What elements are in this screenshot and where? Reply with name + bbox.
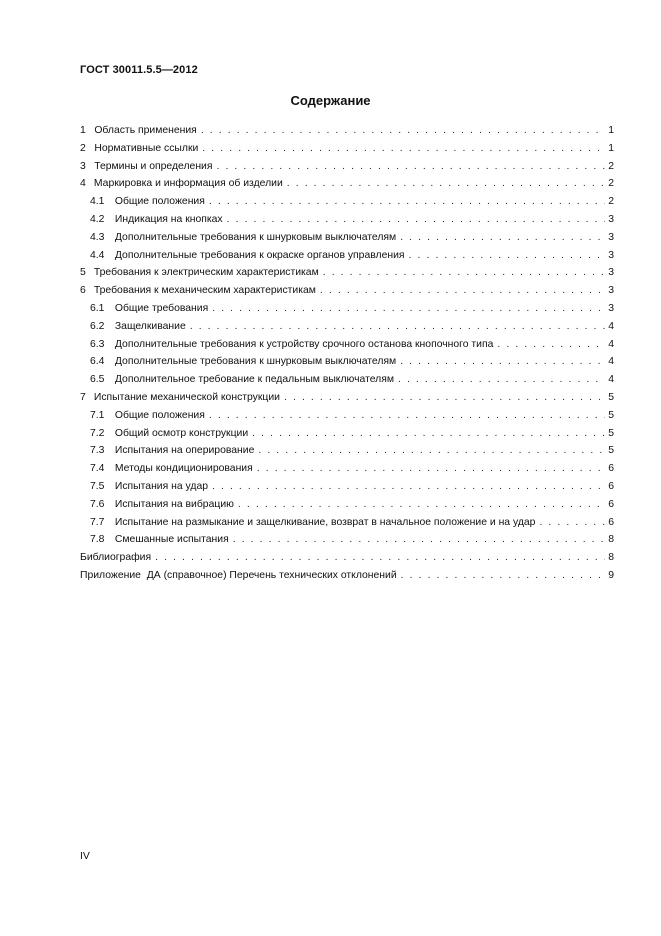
toc-entry[interactable] <box>80 193 614 211</box>
toc-entry-label: Общие положения <box>114 409 205 421</box>
toc-entry-number: 6.4 <box>90 356 105 368</box>
toc-leader-dots <box>209 407 605 425</box>
toc-leader-dots <box>400 353 605 371</box>
toc-entry-page: 6 <box>608 498 614 510</box>
toc-entry-page: 5 <box>608 391 614 403</box>
toc-entry-label: Термины и определения <box>94 160 213 172</box>
toc-entry[interactable] <box>80 407 614 425</box>
page-number: IV <box>80 851 90 862</box>
toc-entry-page: 8 <box>608 534 614 546</box>
toc-entry-page: 6 <box>608 463 614 475</box>
table-of-contents <box>80 122 614 585</box>
toc-entry-page: 3 <box>608 231 614 243</box>
toc-entry-number: 7 <box>80 391 86 403</box>
toc-entry[interactable] <box>80 175 614 193</box>
toc-leader-dots <box>252 425 605 443</box>
document-code: ГОСТ 30011.5.5—2012 <box>80 64 198 76</box>
toc-entry-label: Дополнительные требования к устройству срочного останова кнопочного типа <box>114 338 494 350</box>
toc-entry[interactable] <box>80 460 614 478</box>
toc-entry-number: 6.3 <box>90 338 105 350</box>
toc-leader-dots <box>258 442 605 460</box>
toc-entry-label: Дополнительные требования к окраске органов управления <box>114 249 405 261</box>
toc-entry-page: 1 <box>608 142 614 154</box>
toc-leader-dots <box>400 229 605 247</box>
toc-leader-dots <box>227 211 606 229</box>
toc-entry-number: 4.3 <box>90 231 105 243</box>
toc-entry-label: Требования к электрическим характеристикам <box>93 267 319 279</box>
toc-entry-label: Нормативные ссылки <box>94 142 199 154</box>
toc-leader-dots <box>155 549 605 567</box>
toc-leader-dots <box>539 514 605 532</box>
toc-entry-label: Испытание механической конструкции <box>93 391 280 403</box>
toc-leader-dots <box>212 478 605 496</box>
toc-entry-number: 4.2 <box>90 213 105 225</box>
toc-entry-number: 7.4 <box>90 463 105 475</box>
toc-entry[interactable] <box>80 122 614 140</box>
toc-entry-number: 1 <box>80 125 86 136</box>
toc-entry-label: Библиография <box>80 552 152 564</box>
toc-entry[interactable] <box>80 353 614 371</box>
toc-leader-dots <box>212 300 605 318</box>
toc-entry-page: 4 <box>608 320 614 332</box>
toc-entry-page: 6 <box>608 480 614 492</box>
toc-entry-number: 7.7 <box>90 516 105 528</box>
toc-entry-page: 3 <box>608 285 614 297</box>
toc-entry-label: Смешанные испытания <box>114 534 229 546</box>
toc-title: Содержание <box>290 93 371 108</box>
toc-entry[interactable] <box>80 549 614 567</box>
toc-entry[interactable] <box>80 442 614 460</box>
toc-entry-label: Защелкивание <box>114 320 186 332</box>
toc-leader-dots <box>233 531 605 549</box>
toc-entry-number: 5 <box>80 267 86 279</box>
toc-entry-number: 4.4 <box>90 249 105 261</box>
toc-entry-page: 4 <box>608 338 614 350</box>
toc-leader-dots <box>497 336 605 354</box>
toc-entry-label: Общие требования <box>114 302 209 314</box>
toc-leader-dots <box>257 460 605 478</box>
toc-entry[interactable] <box>80 496 614 514</box>
toc-entry-label: Дополнительное требование к педальным выключателям <box>114 374 394 386</box>
toc-entry-label: Индикация на кнопках <box>114 213 223 225</box>
toc-leader-dots <box>216 158 605 176</box>
toc-entry-number: 7.5 <box>90 480 105 492</box>
toc-entry[interactable] <box>80 158 614 176</box>
toc-entry-page: 5 <box>608 427 614 439</box>
toc-entry-number: 4.1 <box>90 196 105 208</box>
toc-entry-page: 5 <box>608 445 614 457</box>
toc-entry-number: 3 <box>80 160 86 172</box>
toc-entry[interactable] <box>80 211 614 229</box>
toc-leader-dots <box>323 264 605 282</box>
toc-entry[interactable] <box>80 318 614 336</box>
toc-entry-page: 3 <box>608 302 614 314</box>
toc-entry[interactable] <box>80 567 614 585</box>
toc-leader-dots <box>201 122 605 140</box>
toc-entry-label: Маркировка и информация об изделии <box>93 178 283 190</box>
toc-entry[interactable] <box>80 425 614 443</box>
toc-leader-dots <box>190 318 605 336</box>
toc-entry-label: Общие положения <box>114 196 205 208</box>
toc-entry-page: 4 <box>608 374 614 386</box>
toc-entry[interactable] <box>80 300 614 318</box>
toc-leader-dots <box>398 371 605 389</box>
toc-entry-number: 7.2 <box>90 427 105 439</box>
toc-leader-dots <box>238 496 605 514</box>
toc-entry-number: 7.8 <box>90 534 105 546</box>
toc-entry[interactable] <box>80 229 614 247</box>
toc-entry[interactable] <box>80 264 614 282</box>
toc-leader-dots <box>320 282 605 300</box>
toc-entry[interactable] <box>80 478 614 496</box>
toc-entry-number: 7.3 <box>90 445 105 457</box>
toc-entry[interactable] <box>80 336 614 354</box>
toc-leader-dots <box>284 389 605 407</box>
toc-entry[interactable] <box>80 531 614 549</box>
toc-entry[interactable] <box>80 247 614 265</box>
toc-leader-dots <box>401 567 606 585</box>
toc-entry-page: 6 <box>608 516 614 528</box>
toc-entry-label: Испытания на вибрацию <box>114 498 234 510</box>
toc-entry-page: 2 <box>608 196 614 208</box>
toc-entry-label: Испытания на оперирование <box>114 445 255 457</box>
toc-leader-dots <box>202 140 605 158</box>
toc-entry-page: 2 <box>608 160 614 172</box>
toc-entry-page: 4 <box>608 356 614 368</box>
toc-entry-number: 2 <box>80 142 86 154</box>
toc-entry-page: 9 <box>608 569 614 581</box>
toc-entry-number: 6 <box>80 285 86 297</box>
toc-entry-page: 5 <box>608 409 614 421</box>
toc-entry-page: 3 <box>608 249 614 261</box>
toc-entry-page: 3 <box>608 213 614 225</box>
toc-entry-label: Приложение ДА (справочное) Перечень технических отклонений <box>80 569 397 581</box>
toc-entry-label: Требования к механическим характеристикам <box>93 285 316 297</box>
toc-entry-label: Общий осмотр конструкции <box>114 427 249 439</box>
toc-entry-page: 8 <box>608 552 614 564</box>
toc-leader-dots <box>287 175 605 193</box>
toc-entry-number: 4 <box>80 178 86 190</box>
toc-entry[interactable] <box>80 282 614 300</box>
toc-entry-number: 6.2 <box>90 320 105 332</box>
toc-entry-label: Испытание на размыкание и защелкивание, возврат в начальное положение и на удар <box>114 516 536 528</box>
toc-entry-number: 6.1 <box>90 302 105 314</box>
toc-entry-label: Дополнительные требования к шнурковым выключателям <box>114 356 397 368</box>
toc-entry-label: Испытания на удар <box>114 480 209 492</box>
toc-entry-page: 2 <box>608 178 614 190</box>
toc-entry-label: Область применения <box>94 125 197 136</box>
toc-entry-page: 1 <box>608 125 614 136</box>
toc-entry-label: Методы кондиционирования <box>114 463 253 475</box>
toc-leader-dots <box>409 247 606 265</box>
toc-entry-number: 7.1 <box>90 409 105 421</box>
toc-entry[interactable] <box>80 371 614 389</box>
toc-leader-dots <box>209 193 605 211</box>
toc-entry-number: 6.5 <box>90 374 105 386</box>
toc-entry-label: Дополнительные требования к шнурковым выключателям <box>114 231 397 243</box>
toc-entry[interactable] <box>80 514 614 532</box>
toc-entry[interactable] <box>80 389 614 407</box>
toc-entry-page: 3 <box>608 267 614 279</box>
toc-entry[interactable] <box>80 140 614 158</box>
toc-entry-number: 7.6 <box>90 498 105 510</box>
